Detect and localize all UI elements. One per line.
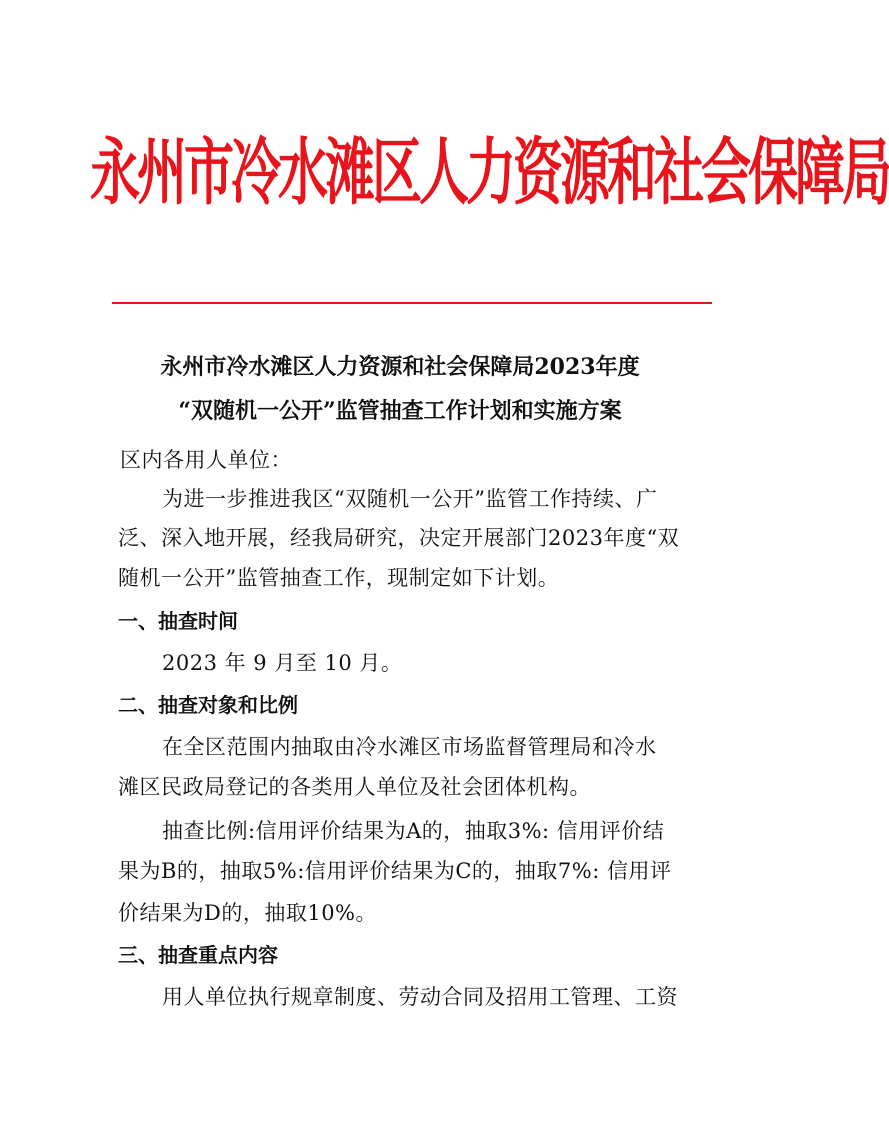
section-2-line-2: 滩区民政局登记的各类用人单位及社会团体机构。	[118, 775, 591, 799]
intro-line-2: 泛、深入地开展，经我局研究，决定开展部门2023年度“双	[118, 526, 680, 550]
section-3-line-1: 用人单位执行规章制度、劳动合同及招用工管理、工资	[162, 985, 678, 1009]
salutation: 区内各用人单位：	[120, 448, 292, 472]
intro-line-3: 随机一公开”监管抽查工作，现制定如下计划。	[118, 566, 560, 590]
document-title-line-2: “双随机一公开”监管抽查工作计划和实施方案	[178, 398, 622, 424]
intro-line-1: 为进一步推进我区“双随机一公开”监管工作持续、广	[162, 487, 658, 511]
section-heading-3: 三、抽查重点内容	[118, 943, 278, 967]
section-2-line-1: 在全区范围内抽取由冷水滩区市场监督管理局和冷水	[162, 735, 657, 759]
org-header-title: 永州市冷水滩区人力资源和社会保障局	[90, 129, 889, 216]
section-1-line-1: 2023 年 9 月至 10 月。	[162, 651, 403, 675]
section-2-line-3: 抽查比例:信用评价结果为A的，抽取3%: 信用评价结	[162, 819, 665, 843]
section-2-line-5: 价结果为D的，抽取10%。	[118, 901, 378, 925]
section-heading-2: 二、抽查对象和比例	[118, 693, 298, 717]
section-2-line-4: 果为B的，抽取5%:信用评价结果为C的，抽取7%: 信用评	[118, 859, 672, 883]
header-divider	[112, 302, 712, 304]
section-heading-1: 一、抽查时间	[118, 609, 238, 633]
document-title-line-1: 永州市冷水滩区人力资源和社会保障局2023年度	[160, 354, 640, 380]
